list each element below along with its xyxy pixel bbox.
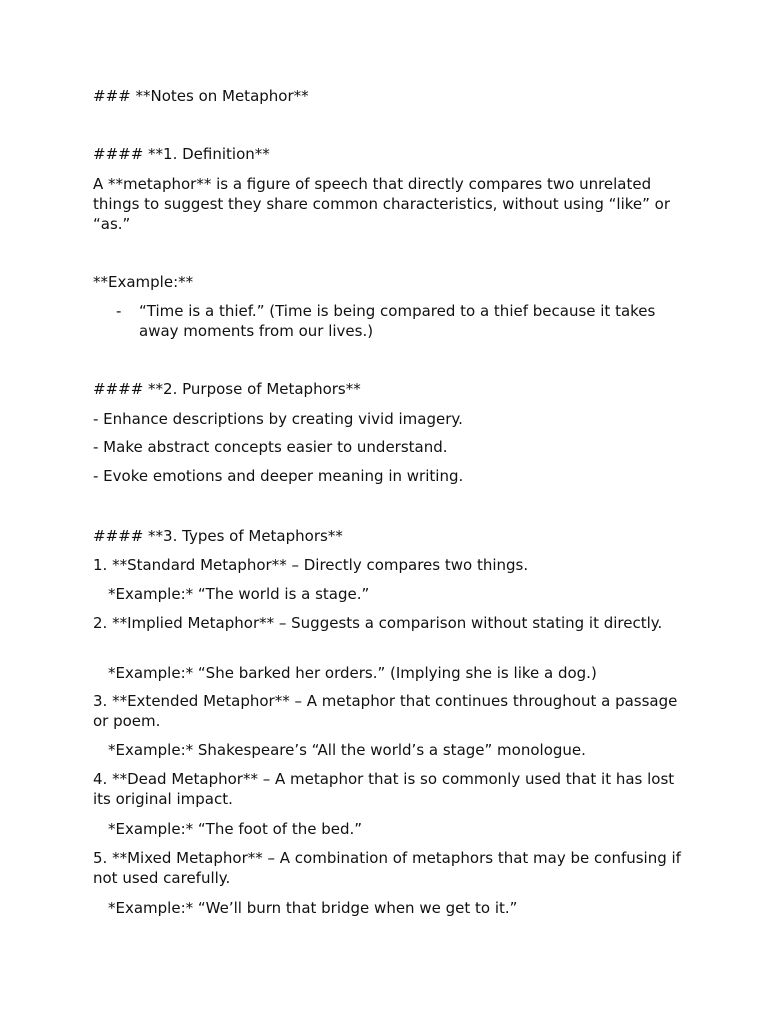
example-bullet-text: “Time is a thief.” (Time is being compared to a thief because it takes away moments from our lives.) — [139, 302, 656, 340]
metaphor-type-item: 4. **Dead Metaphor** – A metaphor that is so commonly used that it has lost its original impact. — [93, 770, 675, 808]
metaphor-type-example: *Example:* Shakespeare’s “All the world’s a stage” monologue. — [108, 741, 586, 759]
example-label: **Example:** — [93, 273, 194, 291]
purpose-item: - Make abstract concepts easier to understand. — [93, 438, 448, 456]
metaphor-type-item: 2. **Implied Metaphor** – Suggests a comparison without stating it directly. — [93, 614, 663, 632]
metaphor-type-item: 3. **Extended Metaphor** – A metaphor that continues throughout a passage or poem. — [93, 692, 678, 730]
metaphor-type-example: *Example:* “The foot of the bed.” — [108, 820, 363, 838]
metaphor-type-example: *Example:* “We’ll burn that bridge when we get to it.” — [108, 899, 518, 917]
section-3-heading: #### **3. Types of Metaphors** — [93, 527, 343, 545]
purpose-item: - Enhance descriptions by creating vivid imagery. — [93, 410, 463, 428]
section-1-heading: #### **1. Definition** — [93, 145, 270, 163]
metaphor-type-example: *Example:* “She barked her orders.” (Implying she is like a dog.) — [108, 664, 597, 682]
metaphor-type-item: 5. **Mixed Metaphor** – A combination of metaphors that may be confusing if not used carefully. — [93, 849, 681, 887]
metaphor-type-example: *Example:* “The world is a stage.” — [108, 585, 370, 603]
definition-paragraph: A **metaphor** is a figure of speech that directly compares two unrelated things to suggest they share common characteristics, without using “like” or “as.” — [93, 175, 671, 233]
section-2-heading: #### **2. Purpose of Metaphors** — [93, 380, 361, 398]
purpose-item: - Evoke emotions and deeper meaning in writing. — [93, 467, 464, 485]
metaphor-type-item: 1. **Standard Metaphor** – Directly compares two things. — [93, 556, 529, 574]
document-title: ### **Notes on Metaphor** — [93, 87, 309, 105]
example-bullet-dash: - — [116, 302, 122, 320]
